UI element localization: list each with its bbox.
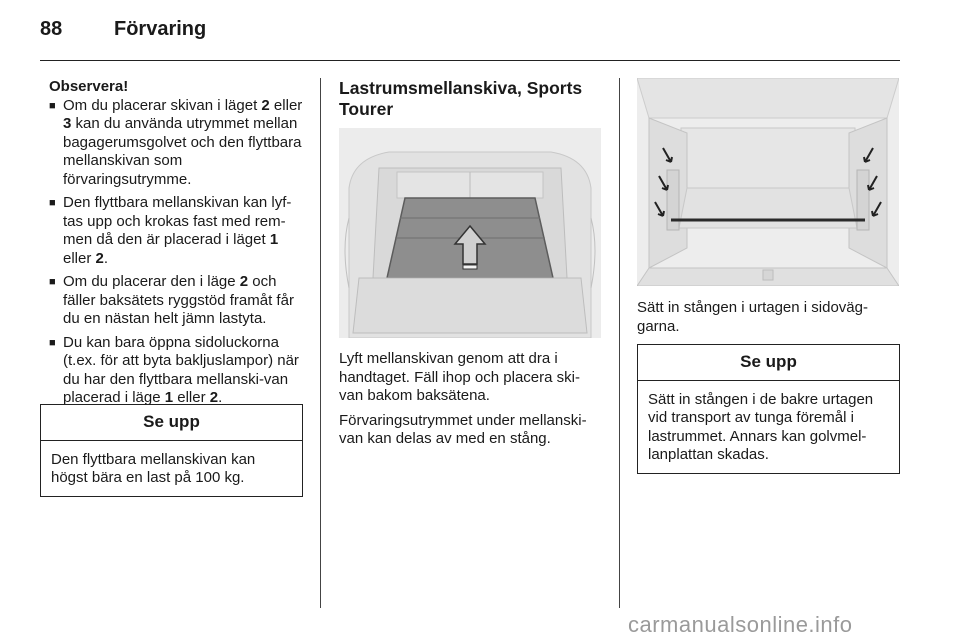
note-list [49,97,303,408]
trunk-floor-illustration [339,128,601,338]
page-number: 88 [40,18,63,40]
note-item: ■ Du kan bara öppna sidoluckorna (t.ex. för att byta bakljuslampor) när du har den flyttbara mellanski-van placerad i läge 1 eller 2. [49,334,303,408]
middle-column [339,78,601,120]
note-title: Observera! [49,78,129,95]
left-column [49,78,303,413]
note-item: ■ Om du placerar skivan i läget 2 eller 3 kan du använda utrymmet mellan bagagerumsgolvet och den flyttbara mellanskivan som förvaringsutrymme. [49,97,303,190]
watermark: carmanualsonline.info [628,612,853,637]
header-rule [40,60,900,61]
section-title: Lastrumsmellanskiva, Sports Tourer [339,78,583,119]
column-divider-1 [320,78,321,608]
column-divider-2 [619,78,620,608]
middle-paragraph-2: Förvaringsutrymmet under mellanski-van kan delas av med en stång. [339,411,587,447]
caution-box-2 [637,344,900,474]
caution-title: Se upp [41,405,302,441]
caution-text-2: Sätt in stången i de bakre urtagen vid transport av tunga föremål i lastrummet. Annars kan golvmel-lanplattan skadas. [648,390,874,463]
middle-paragraph-1: Lyft mellanskivan genom att dra i handtaget. Fäll ihop och placera ski-van bakom baksätena. [339,350,580,404]
caution-text: Den flyttbara mellanskivan kan högst bära en last på 100 kg. [51,450,256,486]
trunk-bar-illustration [637,78,899,286]
page-header [40,18,206,41]
caution-title-2: Se upp [638,345,899,381]
note-item: ■ Om du placerar den i läge 2 och fäller baksätets ryggstöd framåt får du en nästan helt jämn lastyta. [49,273,303,329]
note-item: ■ Den flyttbara mellanskivan kan lyf-tas upp och krokas fast med rem-men då den är placerad i läget 1 eller 2. [49,194,303,268]
right-caption: Sätt in stången i urtagen i sidoväg-garna. [637,299,868,335]
page-title: Förvaring [114,18,207,40]
caution-box [40,404,303,497]
middle-text [339,350,601,455]
